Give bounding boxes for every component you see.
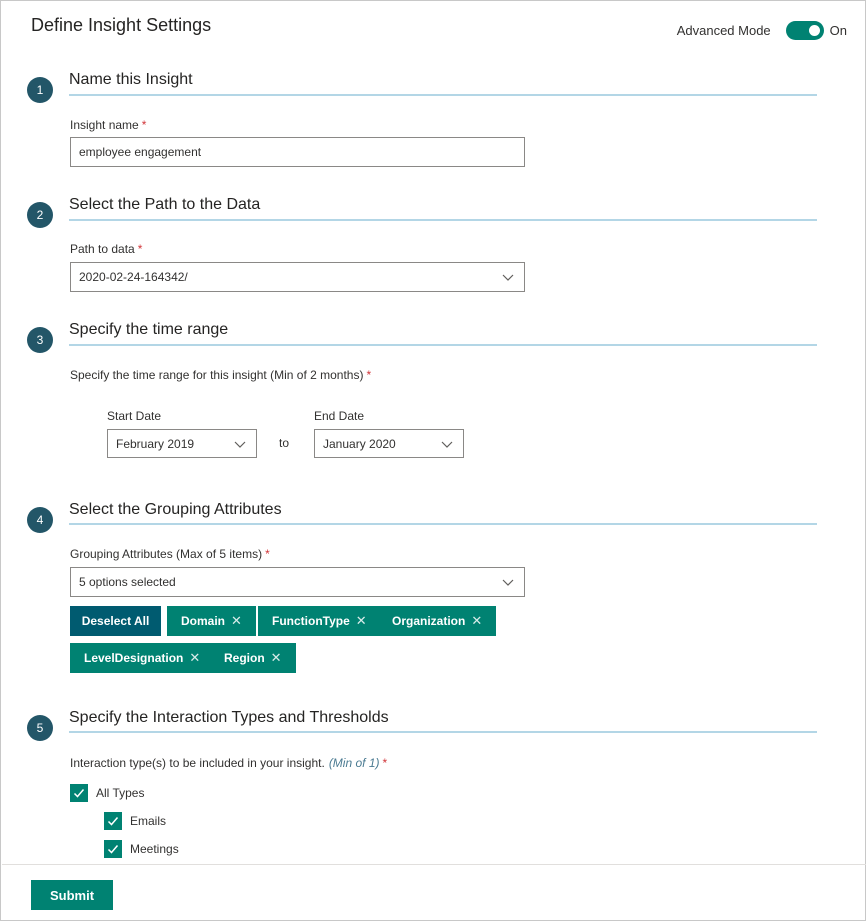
path-to-data-value: 2020-02-24-164342/ bbox=[79, 270, 188, 284]
checkmark-icon bbox=[107, 843, 119, 855]
checkbox-all-types[interactable]: All Types bbox=[70, 784, 144, 802]
grouping-selected-summary: 5 options selected bbox=[79, 575, 176, 589]
end-date-dropdown[interactable] bbox=[314, 429, 464, 458]
path-to-data-dropdown[interactable] bbox=[70, 262, 525, 292]
checkbox-box[interactable] bbox=[70, 784, 88, 802]
section-title-interaction: Specify the Interaction Types and Thresholds bbox=[69, 709, 389, 726]
step-1-badge: 1 bbox=[27, 77, 53, 103]
step-5-badge: 5 bbox=[27, 715, 53, 741]
required-mark: * bbox=[382, 756, 388, 770]
checkbox-meetings[interactable]: Meetings bbox=[104, 840, 179, 858]
section-title-time-range: Specify the time range bbox=[69, 321, 229, 338]
chip-region[interactable]: Region ✕ bbox=[210, 643, 296, 673]
start-date-dropdown[interactable] bbox=[107, 429, 257, 458]
checkmark-icon bbox=[107, 815, 119, 827]
page-title: Define Insight Settings bbox=[31, 15, 212, 35]
chevron-down-icon bbox=[234, 438, 246, 450]
start-date-label: Start Date bbox=[107, 409, 162, 423]
close-icon[interactable]: ✕ bbox=[355, 613, 367, 628]
insight-name-input[interactable] bbox=[70, 137, 525, 167]
deselect-all-button[interactable]: Deselect All bbox=[70, 606, 161, 636]
section-title-name: Name this Insight bbox=[69, 71, 193, 88]
checkbox-emails[interactable]: Emails bbox=[104, 812, 166, 830]
chip-leveldesignation[interactable]: LevelDesignation ✕ bbox=[70, 643, 214, 673]
time-range-label: Specify the time range for this insight (Min of 2 months) * bbox=[70, 368, 372, 382]
insight-name-label: Insight name * bbox=[70, 118, 147, 132]
checkbox-box[interactable] bbox=[104, 812, 122, 830]
section-divider bbox=[69, 731, 817, 733]
section-divider bbox=[69, 344, 817, 346]
close-icon[interactable]: ✕ bbox=[270, 650, 282, 665]
interaction-types-label: Interaction type(s) to be included in your insight. (Min of 1) * bbox=[70, 756, 388, 770]
required-mark: * bbox=[141, 118, 147, 132]
to-label: to bbox=[279, 436, 290, 450]
close-icon[interactable]: ✕ bbox=[231, 613, 242, 628]
step-3-badge: 3 bbox=[27, 327, 53, 353]
required-mark: * bbox=[366, 368, 372, 382]
chevron-down-icon bbox=[441, 438, 453, 450]
advanced-mode-label: Advanced Mode bbox=[676, 23, 771, 38]
end-date-label: End Date bbox=[314, 409, 365, 423]
section-divider bbox=[69, 523, 817, 525]
grouping-attributes-label: Grouping Attributes (Max of 5 items) * bbox=[70, 547, 270, 561]
chip-domain[interactable]: Domain ✕ bbox=[167, 606, 256, 636]
step-4-badge: 4 bbox=[27, 507, 53, 533]
checkmark-icon bbox=[73, 787, 85, 799]
checkbox-box[interactable] bbox=[104, 840, 122, 858]
required-mark: * bbox=[137, 242, 143, 256]
footer-divider bbox=[2, 864, 866, 865]
chip-functiontype[interactable]: FunctionType ✕ bbox=[258, 606, 381, 636]
start-date-value: February 2019 bbox=[116, 436, 195, 451]
section-title-path: Select the Path to the Data bbox=[69, 196, 261, 213]
close-icon[interactable]: ✕ bbox=[471, 613, 483, 628]
close-icon[interactable]: ✕ bbox=[189, 650, 201, 665]
chevron-down-icon bbox=[502, 576, 514, 588]
submit-button[interactable]: Submit bbox=[31, 880, 113, 910]
end-date-value: January 2020 bbox=[323, 436, 396, 451]
path-to-data-label: Path to data * bbox=[70, 242, 143, 256]
advanced-mode-control bbox=[677, 21, 847, 40]
section-divider bbox=[69, 219, 817, 221]
min-hint: (Min of 1) bbox=[328, 756, 380, 770]
section-title-grouping: Select the Grouping Attributes bbox=[69, 501, 282, 518]
step-2-badge: 2 bbox=[27, 202, 53, 228]
advanced-mode-state: On bbox=[829, 23, 847, 38]
advanced-mode-toggle[interactable] bbox=[786, 21, 824, 40]
chevron-down-icon bbox=[502, 271, 514, 283]
required-mark: * bbox=[265, 547, 270, 561]
chip-organization[interactable]: Organization ✕ bbox=[378, 606, 496, 636]
section-divider bbox=[69, 94, 817, 96]
toggle-knob bbox=[809, 25, 820, 36]
grouping-attributes-dropdown[interactable] bbox=[70, 567, 525, 597]
